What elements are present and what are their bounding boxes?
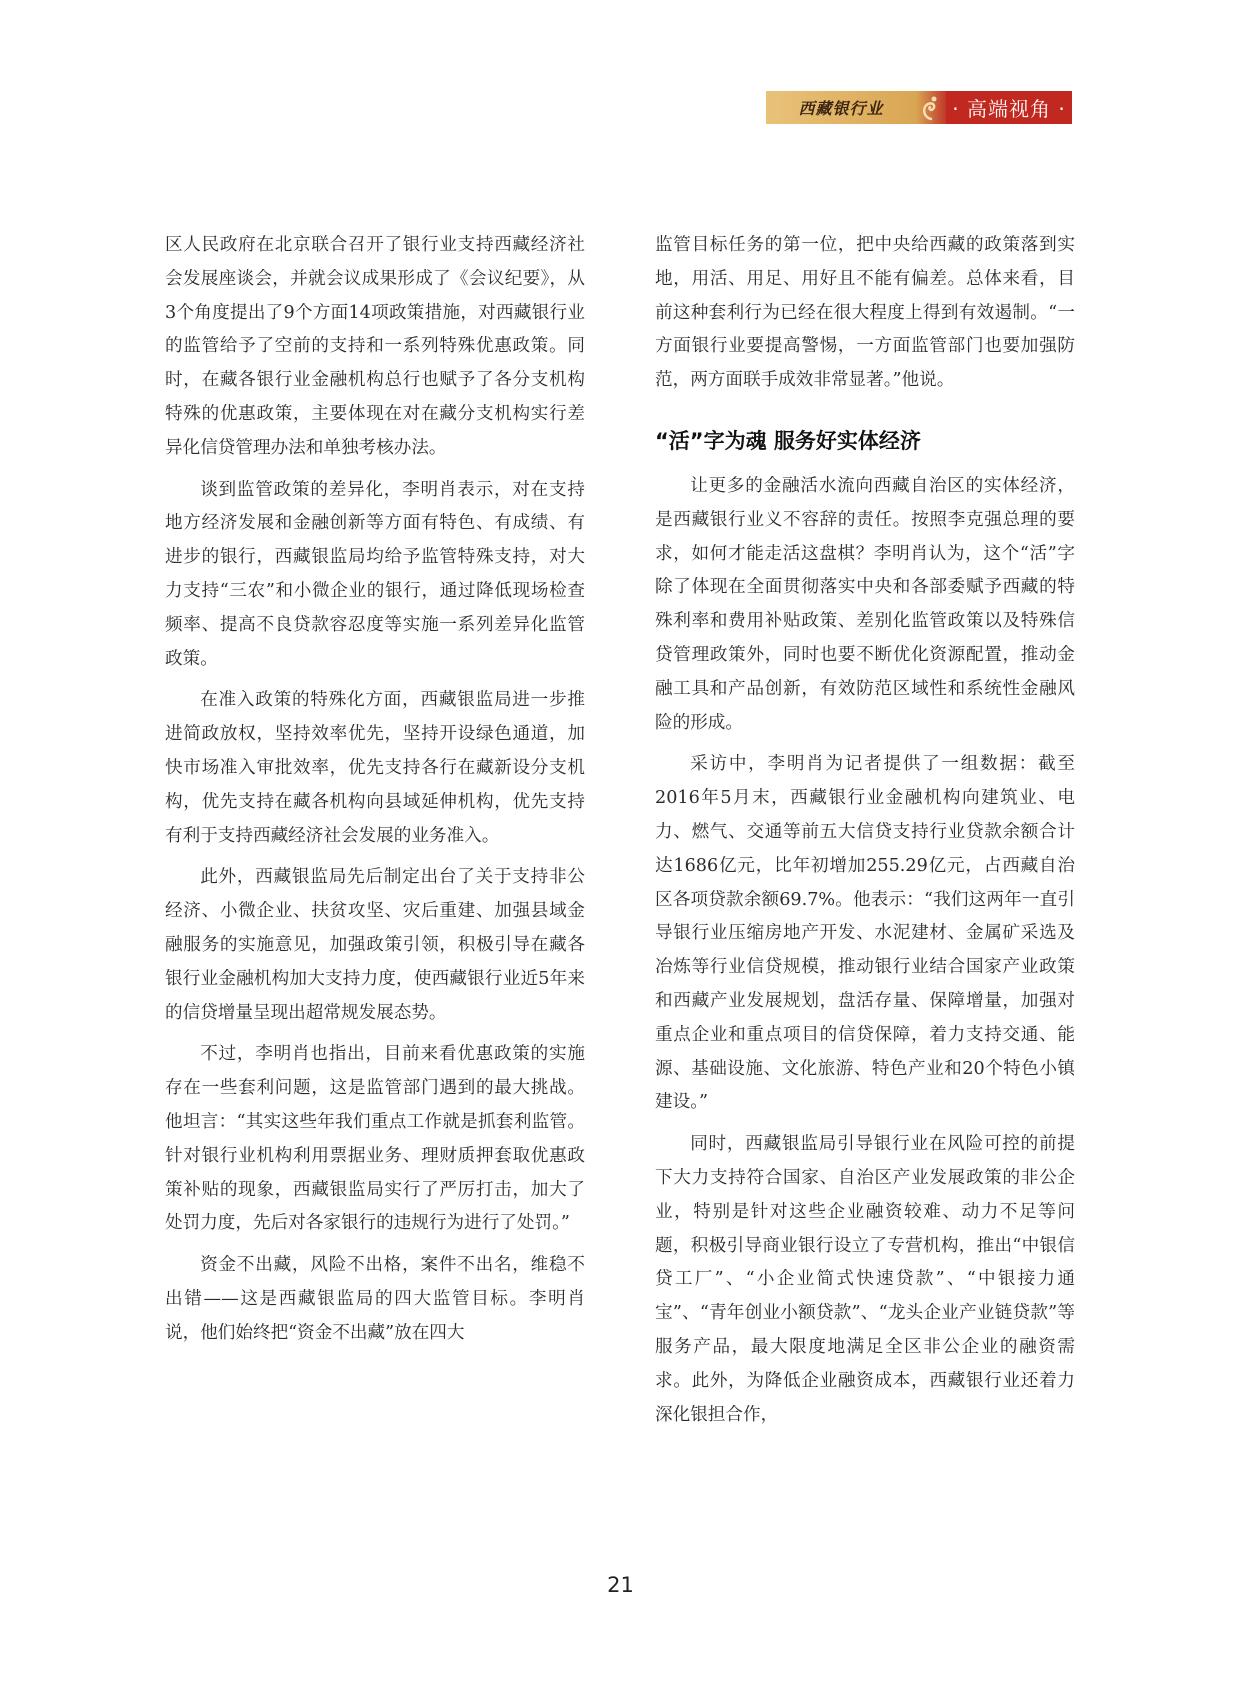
section-text: · 高端视角 · xyxy=(952,97,1066,121)
paragraph: 不过，李明肖也指出，目前来看优惠政策的实施存在一些套利问题，这是监管部门遇到的最大挑战。他坦言：“其实这些年我们重点工作就是抓套利监管。针对银行业机构利用票据业务、理财质押套取优惠政策补贴的现象，西藏银监局实行了严厉打击，加大了处罚力度，先后对各家银行的违规行为进行了处罚。” xyxy=(165,1044,585,1234)
paragraph: 监管目标任务的第一位，把中央给西藏的政策落到实地，用活、用足、用好且不能有偏差。总体来看，目前这种套利行为已经在很大程度上得到有效遏制。“一方面银行业要提高警惕，一方面监管部门也要加强防范，两方面联手成效非常显著。”他说。 xyxy=(655,235,1075,391)
swirl-emblem-icon xyxy=(916,91,946,124)
section-heading: “活”字为魂 服务好实体经济 xyxy=(655,428,921,453)
paragraph: 在准入政策的特殊化方面，西藏银监局进一步推进简政放权，坚持效率优先，坚持开设绿色通道，加快市场准入审批效率，优先支持各行在藏新设分支机构，优先支持在藏各机构向县域延伸机构，优先支持有利于支持西藏经济社会发展的业务准入。 xyxy=(165,690,585,846)
paragraph: 让更多的金融活水流向西藏自治区的实体经济，是西藏银行业义不容辞的责任。按照李克强总理的要求，如何才能走活这盘棋？李明肖认为，这个“活”字除了体现在全面贯彻落实中央和各部委赋予西藏的特殊利率和费用补贴政策、差别化监管政策以及特殊信贷管理政策外，同时也要不断优化资源配置，推动金融工具和产品创新，有效防范区域性和系统性金融风险的形成。 xyxy=(655,475,1075,733)
brand-text: 西藏银行业 xyxy=(798,99,884,118)
swirl-icon xyxy=(920,95,942,121)
paragraph: 采访中，李明肖为记者提供了一组数据：截至2016年5月末，西藏银行业金融机构向建筑业、电力、燃气、交通等前五大信贷支持行业贷款余额合计达1686亿元，比年初增加255.29亿元，占西藏自治区各项贷款余额69.7%。他表示：“我们这两年一直引导银行业压缩房地产开发、水泥建材、金属矿采选及冶炼等行业信贷规模，推动银行业结合国家产业政策和西藏产业发展规划，盘活存量、保障增量，加强对重点企业和重点项目的信贷保障，着力支持交通、能源、基础设施、文化旅游、特色产业和20个特色小镇建设。” xyxy=(655,754,1075,1113)
paragraph: 谈到监管政策的差异化，李明肖表示，对在支持地方经济发展和金融创新等方面有特色、有成绩、有进步的银行，西藏银监局均给予监管特殊支持，对大力支持“三农”和小微企业的银行，通过降低现场检查频率、提高不良贷款容忍度等实施一系列差异化监管政策。 xyxy=(165,479,585,669)
header-banner xyxy=(766,91,1072,124)
section-label xyxy=(946,91,1072,124)
paragraph: 同时，西藏银监局引导银行业在风险可控的前提下大力支持符合国家、自治区产业发展政策的非公企业，特别是针对这些企业融资较难、动力不足等问题，积极引导商业银行设立了专营机构，推出“中银信贷工厂”、“小企业简式快速贷款”、“中银接力通宝”、“青年创业小额贷款”、“龙头企业产业链贷款”等服务产品，最大限度地满足全区非公企业的融资需求。此外，为降低企业融资成本，西藏银行业还着力深化银担合作， xyxy=(655,1134,1075,1425)
paragraph: 此外，西藏银监局先后制定出台了关于支持非公经济、小微企业、扶贫攻坚、灾后重建、加强县域金融服务的实施意见，加强政策引领，积极引导在藏各银行业金融机构加大支持力度，使西藏银行业近5年来的信贷增量呈现出超常规发展态势。 xyxy=(165,867,585,1023)
paragraph: 区人民政府在北京联合召开了银行业支持西藏经济社会发展座谈会，并就会议成果形成了《会议纪要》，从3个角度提出了9个方面14项政策措施，对西藏银行业的监管给予了空前的支持和一系列特殊优惠政策。同时，在藏各银行业金融机构总行也赋予了各分支机构特殊的优惠政策，主要体现在对在藏分支机构实行差异化信贷管理办法和单独考核办法。 xyxy=(165,235,585,458)
page-number: 21 xyxy=(607,1573,634,1597)
right-column xyxy=(655,229,1075,1440)
left-column xyxy=(165,229,585,1359)
paragraph: 资金不出藏，风险不出格，案件不出名，维稳不出错——这是西藏银监局的四大监管目标。李明肖说，他们始终把“资金不出藏”放在四大 xyxy=(165,1255,585,1343)
magazine-brand xyxy=(766,91,916,124)
